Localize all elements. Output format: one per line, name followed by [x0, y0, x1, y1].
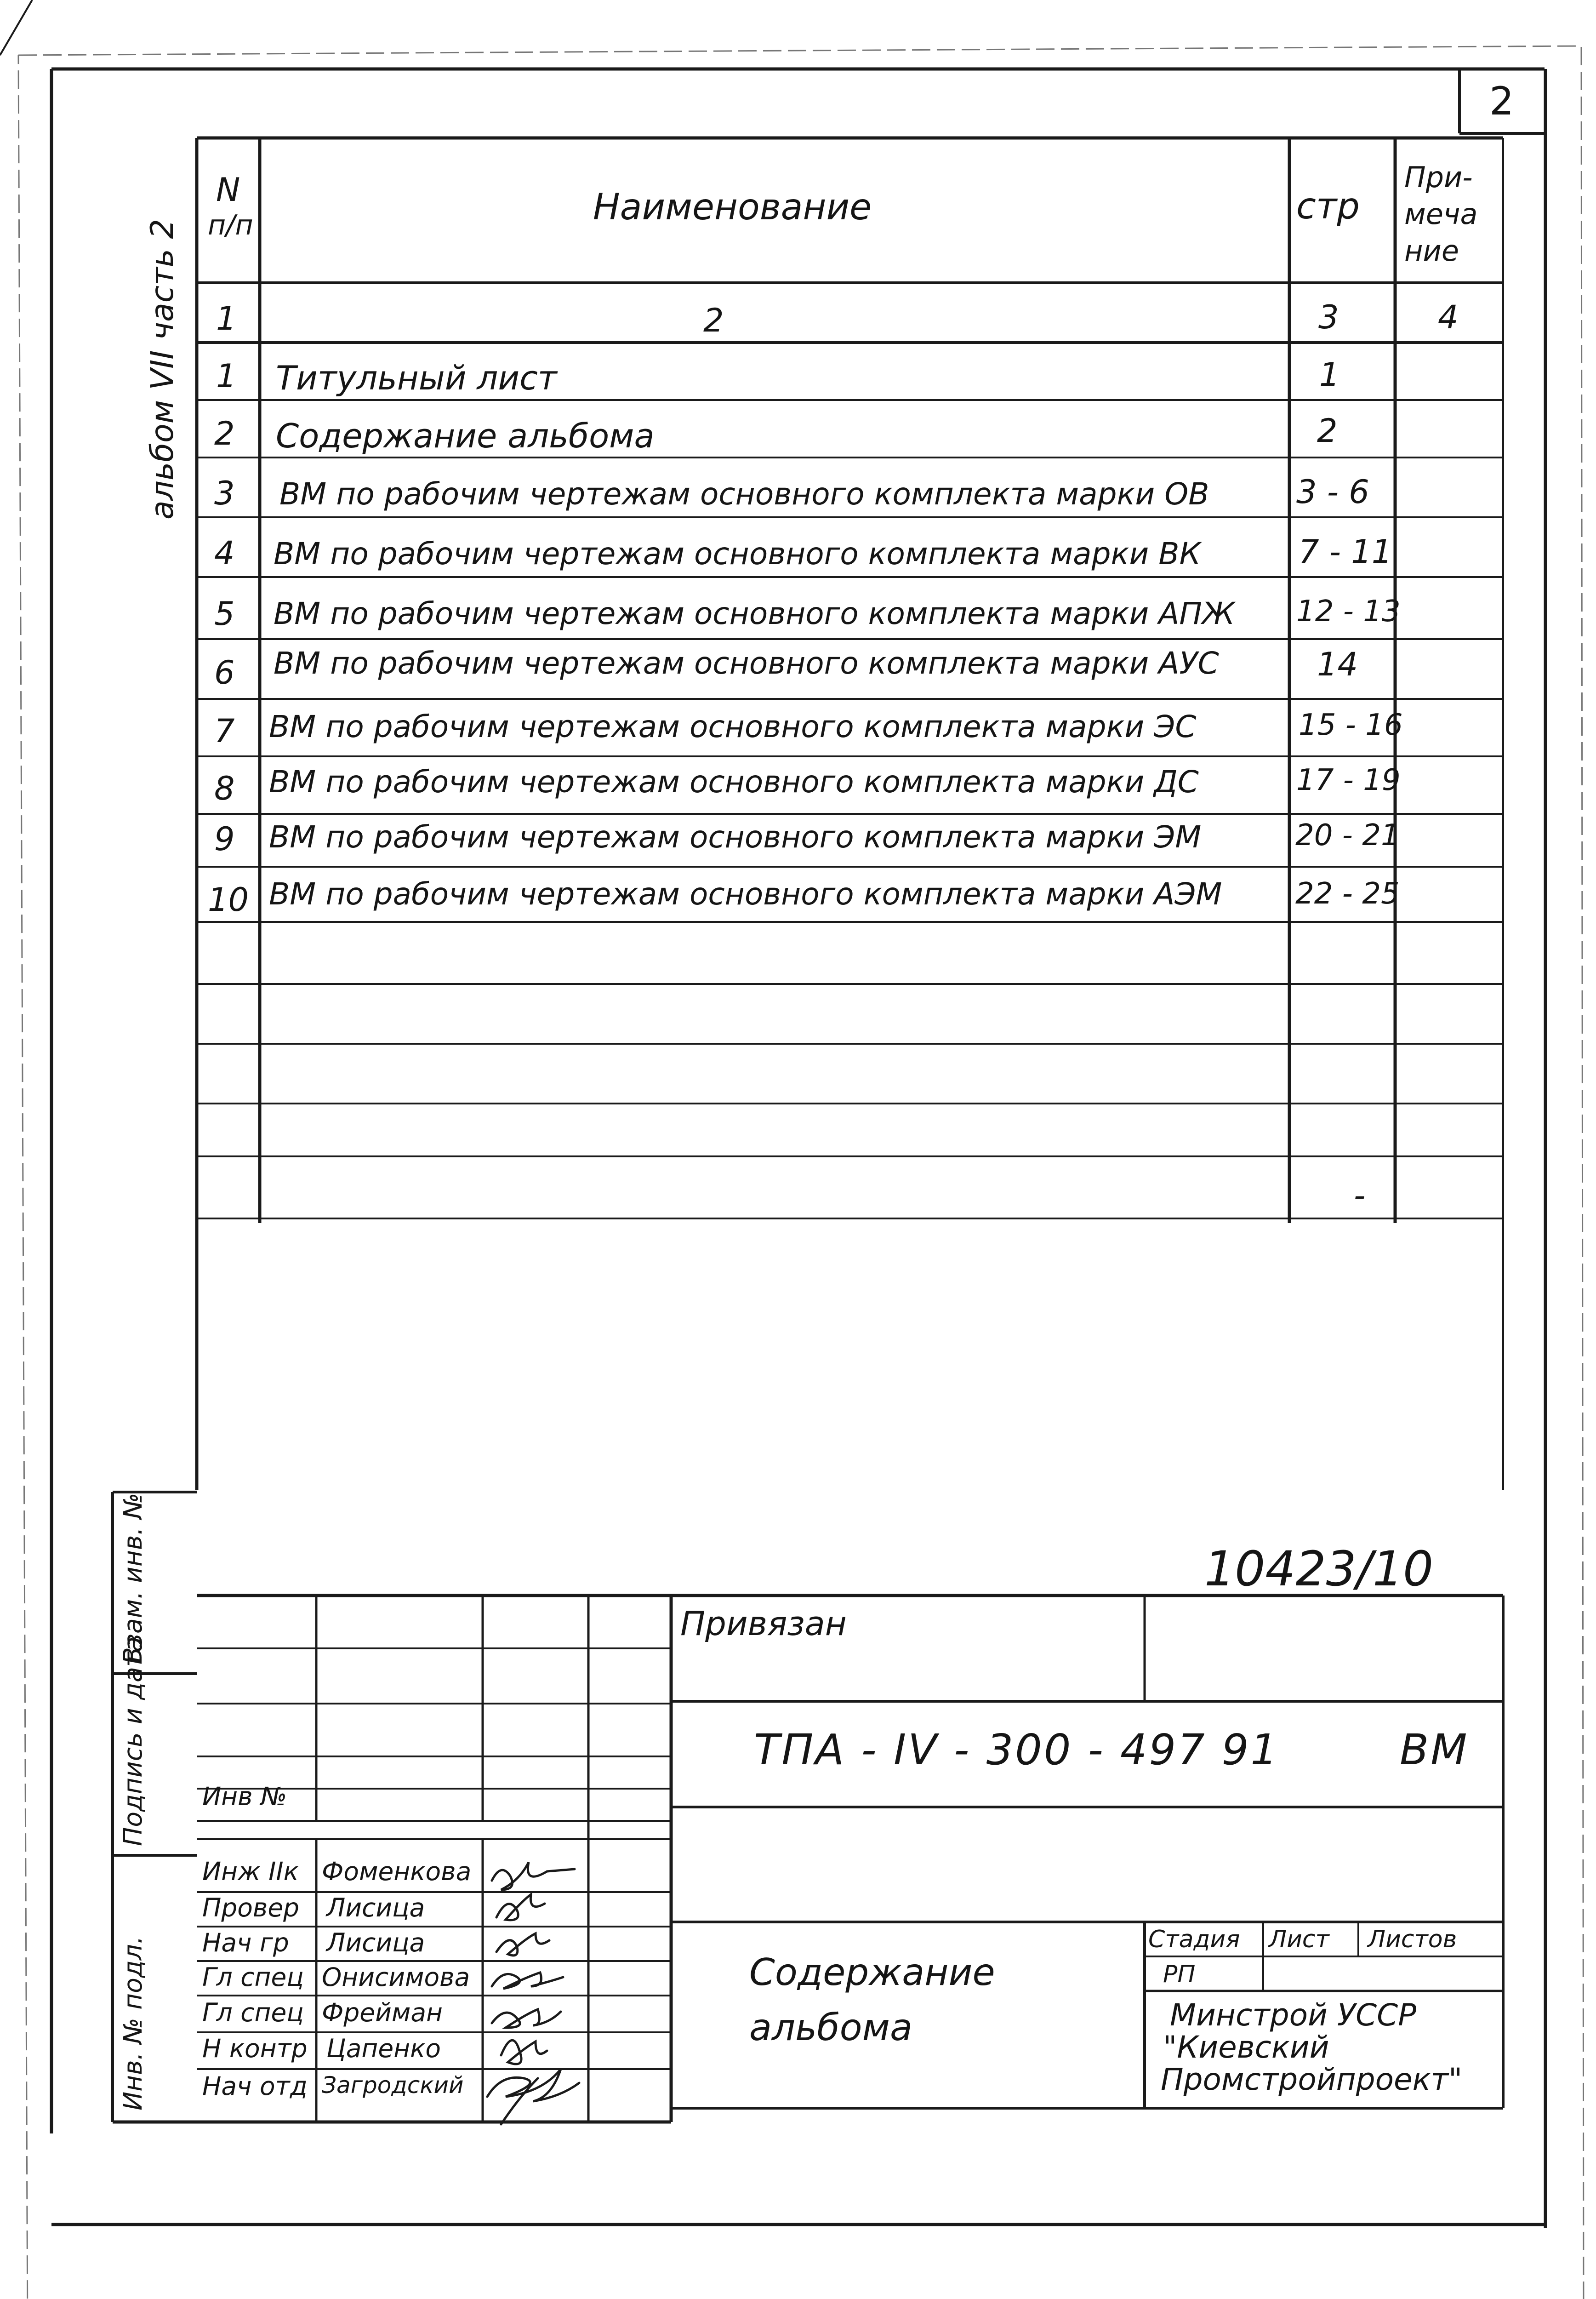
row-name: ВМ по рабочим чертежам основного комплекта марки АЭМ [269, 876, 1222, 912]
column-number-1: 1 [216, 300, 237, 337]
row-name: ВМ по рабочим чертежам основного комплекта марки ВК [274, 536, 1201, 572]
row-number: 9 [214, 820, 235, 858]
row-page: 17 - 19 [1296, 763, 1401, 797]
sheet-title-line-2: альбома [749, 2006, 912, 2049]
signer-name: Фрейман [322, 1998, 443, 2027]
row-name: ВМ по рабочим чертежам основного комплекта марки АПЖ [274, 596, 1235, 631]
column-number-3: 3 [1318, 298, 1339, 336]
row-page: 22 - 25 [1295, 877, 1400, 911]
signer-role: Гл спец [202, 1962, 304, 1992]
inv-orig-label: Инв. № подл. [118, 1936, 148, 2110]
header-note-1: При- [1404, 160, 1473, 194]
signer-name: Лисица [326, 1928, 425, 1957]
vzam-inv-label: Взам. инв. № [118, 1493, 148, 1664]
privyazan-label: Привязан [680, 1604, 847, 1643]
signer-role: Н контр [202, 2034, 308, 2063]
signature-date-label: Подпись и дата [118, 1636, 148, 1846]
row-name: ВМ по рабочим чертежам основного комплекта марки АУС [274, 646, 1219, 681]
row-number: 2 [214, 415, 235, 452]
archive-number: 10423/10 [1204, 1541, 1434, 1597]
signer-role: Нач отд [202, 2071, 308, 2101]
row-number: 6 [214, 654, 235, 692]
album-part-label: альбом VII часть 2 [144, 219, 181, 520]
row-number: 1 [216, 357, 237, 395]
signer-name: Цапенко [326, 2034, 441, 2063]
document-mark: ВМ [1400, 1725, 1469, 1774]
signer-name: Загродский [322, 2072, 464, 2099]
row-page: 3 - 6 [1296, 473, 1369, 511]
header-num-top: N [216, 171, 240, 209]
row-page: 2 [1317, 412, 1338, 450]
sheet-number: 2 [1489, 79, 1514, 124]
sheet-header: Лист [1269, 1926, 1329, 1953]
row-page: 15 - 16 [1299, 708, 1403, 742]
sheets-header: Листов [1368, 1926, 1457, 1953]
inv-no-label: Инв № [202, 1782, 287, 1811]
row-name: ВМ по рабочим чертежам основного комплекта марки ОВ [279, 476, 1209, 512]
row-number: 5 [214, 595, 235, 633]
header-num-bottom: п/п [208, 209, 253, 241]
row-number: 10 [208, 881, 249, 919]
row-page: 20 - 21 [1295, 818, 1400, 852]
row-name: ВМ по рабочим чертежам основного комплекта марки ДС [269, 764, 1199, 800]
organization-line-1: Минстрой УССР [1170, 1997, 1417, 2033]
signer-name: Онисимова [322, 1962, 470, 1992]
trailing-dash: - [1354, 1177, 1366, 1214]
organization-line-2: "Киевский [1163, 2030, 1329, 2065]
organization-line-3: Промстройпроект" [1161, 2062, 1463, 2097]
row-name: ВМ по рабочим чертежам основного комплекта марки ЭМ [269, 819, 1202, 855]
document-code: ТПА - IV - 300 - 497 91 [754, 1725, 1279, 1774]
header-note-3: ние [1404, 234, 1459, 268]
sheet-title-line-1: Содержание [749, 1951, 995, 1994]
row-name: Содержание альбома [276, 417, 655, 455]
row-number: 4 [214, 534, 235, 572]
column-number-4: 4 [1438, 298, 1459, 336]
row-number: 3 [214, 475, 235, 512]
signer-name: Лисица [326, 1893, 425, 1922]
row-page: 1 [1319, 356, 1340, 394]
row-name: ВМ по рабочим чертежам основного комплекта марки ЭС [269, 709, 1197, 744]
stage-value: РП [1163, 1961, 1196, 1988]
signer-role: Провер [202, 1893, 300, 1922]
row-page: 14 [1317, 646, 1358, 683]
header-note-2: меча [1404, 197, 1478, 231]
signer-name: Фоменкова [322, 1857, 472, 1886]
column-number-2: 2 [703, 302, 724, 339]
signer-role: Гл спец [202, 1998, 304, 2027]
row-page: 12 - 13 [1296, 595, 1401, 629]
stage-header: Стадия [1148, 1926, 1240, 1953]
row-number: 7 [214, 712, 235, 750]
row-page: 7 - 11 [1299, 533, 1392, 571]
signer-role: Инж IIк [202, 1857, 299, 1886]
row-name: Титульный лист [276, 359, 557, 397]
row-number: 8 [214, 770, 235, 807]
header-page: стр [1296, 186, 1360, 227]
header-name: Наименование [593, 187, 872, 228]
signer-role: Нач гр [202, 1928, 289, 1957]
